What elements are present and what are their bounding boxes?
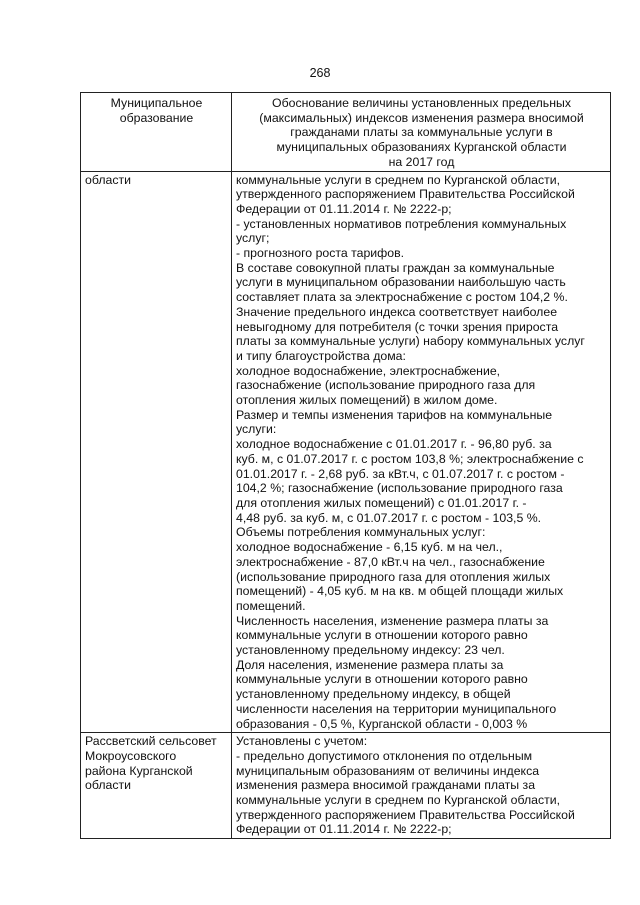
justification-line: коммунальные услуги в среднем по Курганской области, (236, 793, 561, 808)
justification-line: установленному предельному индексу, в общей (236, 687, 511, 702)
justification-line: помещений. (236, 598, 306, 613)
justification-line: составляет плата за электроснабжение с ростом 104,2 %. (236, 290, 568, 305)
justification-line: утвержденного распоряжением Правительства Российской (236, 187, 575, 202)
justification-line: Федерации от 01.11.2014 г. № 2222-р; (236, 201, 452, 216)
header-municipality-line: образование (119, 110, 194, 125)
header-municipality-line: Муниципальное (110, 96, 203, 110)
justification-line: газоснабжение (использование природного газа для (236, 378, 536, 393)
justification-line: для отопления жилых помещений) с 01.01.2017 г. - (236, 495, 527, 510)
justification-cell (232, 171, 611, 733)
justification-line: (использование природного газа для отопления жилых (236, 569, 551, 584)
justification-line: услуги: (236, 422, 277, 437)
justification-line: услуг; (236, 231, 270, 246)
header-municipality (81, 93, 232, 172)
justification-cell (232, 733, 611, 839)
justification-line: Федерации от 01.11.2014 г. № 2222-р; (236, 822, 452, 837)
justification-line: коммунальные услуги в отношении которого равно (236, 672, 528, 687)
justification-line: коммунальные услуги в отношении которого равно (236, 628, 528, 643)
municipality-line: района Курганской (85, 763, 193, 778)
justification-line: 01.01.2017 г. - 2,68 руб. за кВт.ч, с 01.07.2017 г. с ростом - (236, 466, 565, 481)
table-header-row (81, 93, 611, 172)
justification-line: Установлены с учетом: (236, 734, 368, 749)
municipality-line: Рассветский сельсовет (85, 734, 217, 749)
justification-line: образования - 0,5 %, Курганской области - 0,003 % (236, 716, 528, 731)
justification-line: - прогнозного роста тарифов. (236, 246, 405, 261)
justification-table (80, 92, 611, 839)
table-row (81, 171, 611, 733)
justification-line: Значение предельного индекса соответствует наиболее (236, 304, 558, 319)
justification-line: холодное водоснабжение с 01.01.2017 г. - 96,80 руб. за (236, 437, 552, 452)
header-justification (232, 93, 611, 172)
justification-line: и типу благоустройства дома: (236, 348, 406, 363)
justification-line: холодное водоснабжение, электроснабжение, (236, 363, 501, 378)
justification-line: В составе совокупной платы граждан за коммунальные (236, 260, 555, 275)
municipality-cell (81, 733, 232, 839)
table-row (81, 733, 611, 839)
municipality-line: Мокроусовского (85, 748, 177, 763)
justification-line: утвержденного распоряжением Правительства Российской (236, 807, 575, 822)
justification-line: Размер и темпы изменения тарифов на коммунальные (236, 407, 553, 422)
justification-line: отопления жилых помещений) в жилом доме. (236, 393, 498, 408)
justification-line: - предельно допустимого отклонения по отдельным (236, 748, 533, 763)
justification-line: куб. м, с 01.07.2017 г. с ростом 103,8 %; электроснабжение с (236, 451, 584, 466)
justification-line: Объемы потребления коммунальных услуг: (236, 525, 486, 540)
justification-line: 4,48 руб. за куб. м, с 01.07.2017 г. с ростом - 103,5 %. (236, 510, 542, 525)
municipality-cell (81, 171, 232, 733)
header-justification-line: (максимальных) индексов изменения размера вносимой (259, 110, 584, 125)
justification-line: 104,2 %; газоснабжение (использование природного газа (236, 481, 563, 496)
justification-line: Доля населения, изменение размера платы за (236, 657, 504, 672)
justification-line: платы за коммунальные услуги) набору коммунальных услуг (236, 334, 585, 349)
header-justification-line: муниципальных образованиях Курганской области (276, 140, 567, 155)
justification-line: невыгодному для потребителя (с точки зрения прироста (236, 319, 559, 334)
justification-line: услуги в муниципальном образовании наибольшую часть (236, 275, 566, 290)
justification-line: холодное водоснабжение - 6,15 куб. м на чел., (236, 540, 503, 555)
municipality-line: области (85, 172, 131, 187)
justification-line: изменения размера вносимой гражданами платы за (236, 778, 536, 793)
justification-line: помещений) - 4,05 куб. м на кв. м общей площади жилых (236, 584, 564, 599)
justification-line: численности населения на территории муниципального (236, 701, 557, 716)
justification-line: установленному предельному индексу: 23 чел. (236, 643, 505, 658)
justification-line: Численность населения, изменение размера платы за (236, 613, 549, 628)
justification-line: электроснабжение - 87,0 кВт.ч на чел., газоснабжение (236, 554, 545, 569)
header-justification-line: на 2017 год (388, 154, 455, 169)
justification-line: - установленных нормативов потребления коммунальных (236, 216, 567, 231)
header-justification-line: Обоснование величины установленных предельных (272, 96, 571, 110)
municipality-line: области (85, 778, 131, 793)
header-justification-line: гражданами платы за коммунальные услуги в (290, 125, 553, 140)
page-number: 268 (309, 66, 331, 80)
justification-line: коммунальные услуги в среднем по Курганской области, (236, 172, 561, 187)
justification-line: муниципальным образованиям от величины индекса (236, 763, 540, 778)
